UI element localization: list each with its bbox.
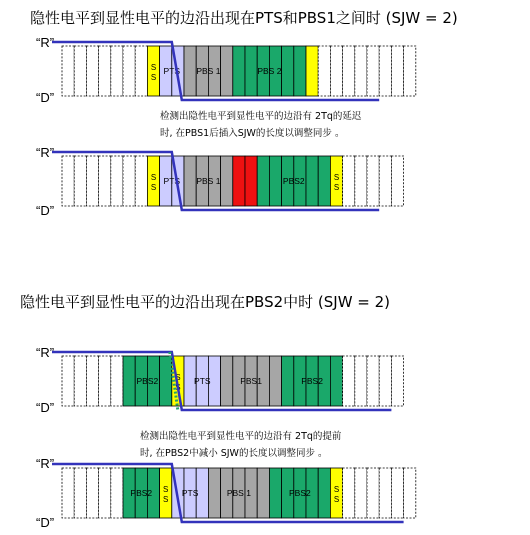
time-quantum-cell [74,468,86,518]
time-quantum-cell [343,468,355,518]
time-quantum-cell [318,468,330,518]
segment-label-pts: PTS [194,376,211,386]
time-quantum-cell [221,46,233,96]
time-quantum-cell [99,46,111,96]
time-quantum-cell [379,468,391,518]
time-quantum-cell [245,156,257,206]
time-quantum-cell [306,46,318,96]
time-quantum-cell [391,356,403,406]
time-quantum-cell [269,468,281,518]
segment-label-pts: PTS [163,66,181,76]
time-quantum-cell [74,156,86,206]
time-quantum-cell [208,468,220,518]
segment-label-pts: PTS [181,488,199,498]
sync-seg-label: S [175,373,181,382]
segment-label-pbs2: PBS2 [136,376,159,386]
time-quantum-cell [257,156,269,206]
time-quantum-cell [74,46,86,96]
label-dominant-d4: “D” [36,515,55,530]
section2-title: 隐性电平到显性电平的边沿出现在PBS2中时 (SJW = 2) [20,293,391,311]
time-quantum-cell [379,356,391,406]
time-quantum-cell [355,356,367,406]
timing-diagram-1 [0,30,530,110]
time-quantum-cell [86,156,98,206]
time-quantum-cell [355,468,367,518]
segment-label-pbs2: PBS2 [301,376,323,386]
time-quantum-cell [86,468,98,518]
time-quantum-cell [379,156,391,206]
label-dominant-d1: “D” [36,90,55,105]
segment-label-pts: PTS [163,176,181,186]
time-quantum-cell [318,156,330,206]
segment-label-pbs1: PBS 1 [196,176,221,186]
time-quantum-cell [367,156,379,206]
time-quantum-cell [318,46,330,96]
time-quantum-cell [123,46,135,96]
time-quantum-cell [257,468,269,518]
label-recessive-d1: “R” [36,35,55,50]
time-quantum-cell [367,356,379,406]
sync-seg-label: S [333,485,340,494]
time-quantum-cell [135,156,147,206]
section1-title: 隐性电平到显性电平的边沿出现在PTS和PBS1之间时 (SJW = 2) [30,9,458,27]
time-quantum-cell [221,356,233,406]
time-quantum-cell [343,46,355,96]
time-quantum-cell [343,156,355,206]
time-quantum-cell [74,356,86,406]
time-quantum-cell [391,468,403,518]
time-quantum-cell [282,356,294,406]
time-quantum-cell [269,356,281,406]
time-quantum-cell [355,46,367,96]
time-quantum-cell [99,356,111,406]
sync-seg-label: S [150,173,157,182]
time-quantum-cell [367,468,379,518]
label-dominant-d3: “D” [36,400,55,415]
time-quantum-cell [306,156,318,206]
time-quantum-cell [330,356,342,406]
time-quantum-cell [99,468,111,518]
time-quantum-cell [245,46,257,96]
note1-line2: 时, 在PBS1后插入SJW的长度以调整同步 。 [160,128,345,139]
time-quantum-cell [111,156,123,206]
segment-label-pbs1: PBS1 [240,376,262,386]
time-quantum-cell [135,46,147,96]
time-quantum-cell [62,468,74,518]
time-quantum-cell [160,356,172,406]
segment-label-pbs2: PBS2 [282,176,305,186]
sync-seg-label: S [163,495,169,504]
time-quantum-cell [391,46,403,96]
segment-label-pbs2: PBS 2 [257,66,282,76]
timing-diagram-2 [0,140,530,220]
sync-seg-label: S [150,73,157,82]
time-quantum-cell [111,46,123,96]
time-quantum-cell [111,468,123,518]
time-quantum-cell [184,46,196,96]
timing-diagram-4 [0,452,530,532]
note1-line1: 检测出隐性电平到显性电平的边沿有 2Tq的延迟 [160,111,362,122]
sync-seg-label: S [150,183,157,192]
sync-seg-label: S [333,173,340,182]
time-quantum-cell [111,356,123,406]
time-quantum-cell [123,156,135,206]
label-recessive-d3: “R” [36,345,55,360]
note2-line2: 时, 在PBS2中减小 SJW的长度以调整同步 。 [140,448,328,459]
time-quantum-cell [367,46,379,96]
segment-label-pbs2: PBS2 [130,488,153,498]
sync-seg-label: S [150,63,157,72]
time-quantum-cell [184,156,196,206]
time-quantum-cell [379,46,391,96]
time-quantum-cell [86,46,98,96]
time-quantum-cell [343,356,355,406]
sync-seg-label: S [333,183,340,192]
time-quantum-cell [123,356,135,406]
sync-seg-label: S [333,495,340,504]
timing-diagram-3 [0,340,530,420]
segment-label-pbs1: PBS 1 [196,66,221,76]
time-quantum-cell [330,46,342,96]
time-quantum-cell [282,46,294,96]
label-recessive-d2: “R” [36,145,55,160]
time-quantum-cell [269,156,281,206]
label-dominant-d2: “D” [36,203,55,218]
label-recessive-d4: “R” [36,456,55,471]
time-quantum-cell [86,356,98,406]
time-quantum-cell [62,356,74,406]
segment-label-pbs2: PBS2 [289,488,311,498]
time-quantum-cell [404,46,416,96]
sync-seg-label: S [175,383,181,392]
time-quantum-cell [294,46,306,96]
time-quantum-cell [62,156,74,206]
time-quantum-cell [221,156,233,206]
time-quantum-cell [99,156,111,206]
segment-label-pbs1: PBS 1 [226,488,251,498]
time-quantum-cell [233,156,245,206]
note2-line1: 检测出隐性电平到显性电平的边沿有 2Tq的提前 [140,431,342,442]
time-quantum-cell [355,156,367,206]
time-quantum-cell [391,156,403,206]
time-quantum-cell [404,468,416,518]
sync-seg-label: S [163,485,169,494]
time-quantum-cell [62,46,74,96]
time-quantum-cell [233,46,245,96]
